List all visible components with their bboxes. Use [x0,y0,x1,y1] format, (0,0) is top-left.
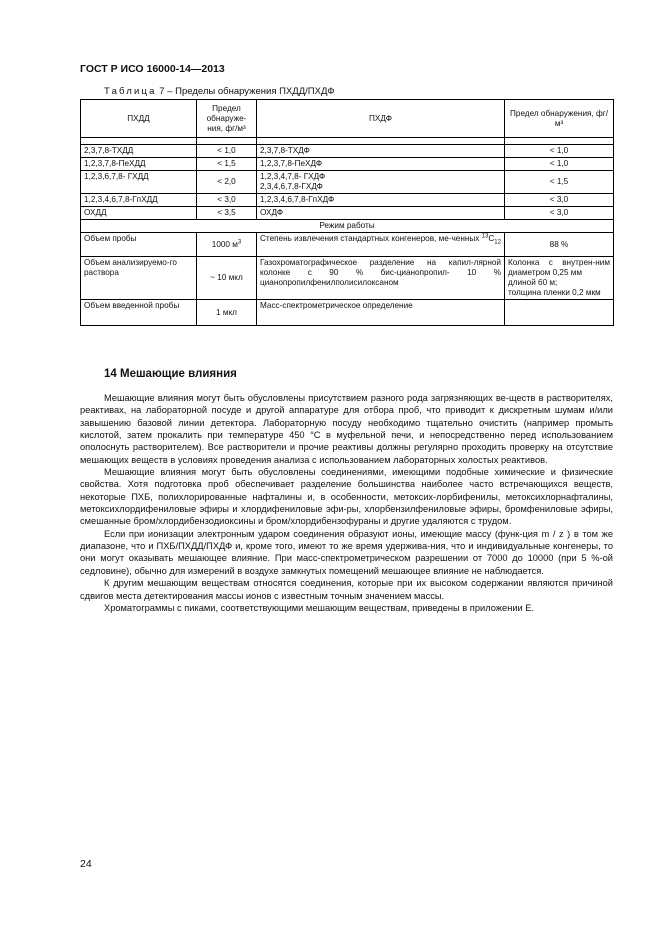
table-caption-prefix: Таблица [104,86,157,97]
table-header-row [81,100,614,138]
paragraph: К другим мешающим веществам относятся соединения, которые при их высоком содержании являются причиной сдвигов места детектирования массы ионов с известным точным значением массы. [80,578,613,601]
table-caption-number: 7 [159,86,165,97]
table-caption-title: – Пределы обнаружения ПХДД/ПХДФ [164,86,335,97]
header-limit-2: Предел обнаружения, фг/м³ [505,100,614,138]
table-row: 2,3,7,8-ТХДД < 1,0 2,3,7,8-ТХДФ < 1,0 [81,145,614,158]
mode-title-row: Режим работы [81,220,614,233]
paragraph: Мешающие влияния могут быть обусловлены присутствием разного рода загрязняющих ве-ществ в растворителях, реактивах, на лабораторной посуде и другой аппаратуре для отбора проб, что приводит к дискретным шумам и/или завышению базовой линии детектора. Лабораторную посуду необходимо тщательно очистить (например промыть кислотой, затем прокалить при температуре 450 °С в муфельной печи, и непосредственно перед использованием ополоснуть растворителем). Все растворители и прочие реактивы должны регулярно проходить проверку на отсутствие мешающих веществ в условиях проведения анализа с использованием лабораторных холостых реактивов. [80,393,613,465]
section-title: 14 Мешающие влияния [104,368,237,380]
table-row: ОХДД < 3,5 ОХДФ < 3,0 [81,207,614,220]
section-body [80,392,613,614]
table-caption [104,86,334,97]
document-header: ГОСТ Р ИСО 16000-14—2013 [80,63,225,75]
paragraph: Мешающие влияния могут быть обусловлены соединениями, имеющими подобные химические и физические свойства. Хотя подготовка проб обеспечивает разделение большинства наиболее часто встречающихся веществ, некоторые ПХБ, полихлорированные нафталины и, в особенности, метоксих-лорбифенилы, метоксихлорнафталины, метоксихлордифениловые эфиры и хлордифениловые эфи-ры, хлорбензилфениловые эфиры, бромфениловые эфиры, смешанные бром/хлордибензодиоксины и бром/хлордибензофураны и другие удаляются с трудом. [80,467,613,527]
table-row: 1,2,3,4,6,7,8-ГпХДД < 3,0 1,2,3,4,6,7,8-ГпХДФ < 3,0 [81,194,614,207]
detection-limits-table [80,99,614,326]
table-spacer-row [81,138,614,145]
header-pcdd: ПХДД [81,100,197,138]
table-row: Объем введенной пробы 1 мкл Масс-спектрометрическое определение [81,300,614,326]
page-number: 24 [80,858,92,870]
table-row: Объем пробы 1000 $м^3$ Степень извлечения стандартных конгенеров, ме-ченных $^{13}C_{12}$ 88 % [81,233,614,257]
paragraph: Хроматограммы с пиками, соответствующими мешающим веществам, приведены в приложении Е. [104,602,535,613]
table-row: Объем анализируемо-го раствора ~ 10 мкл Газохроматографическое разделение на капил-лярной колонке с 90 % бис-цианопропил- 10 % цианопропилфенилполисилоксаном Колонка с внутрен-ним диаметром 0,25 мм длиной 60 м; толщина пленки 0,2 мкм [81,257,614,300]
table-row: 1,2,3,7,8-ПеХДД < 1,5 1,2,3,7,8-ПеХДФ < 1,0 [81,158,614,171]
paragraph: Если при ионизации электронным ударом соединения образуют ионы, имеющие массу (функ-ция m / z ) в том же диапазоне, что и ПХБ/ПХДД/ПХДФ и, кроме того, имеют то же время удержива-ния, что и индивидуальные конгенеры, то они могут оказывать мешающее влияние. При масс-спектрометрическом разрешении от 7000 до 10000 (при 5 %-ой седловине), обычно для измерений в воздухе замкнутых помещений мешающее влияние не наблюдается. [80,528,613,576]
header-limit-1: Предел обнаруже-ния, фг/м³ [197,100,257,138]
header-pcdf: ПХДФ [257,100,505,138]
table-row: 1,2,3,6,7,8- ГХДД < 2,0 1,2,3,4,7,8- ГХДФ 2,3,4,6,7,8-ГХДФ < 1,5 [81,171,614,194]
